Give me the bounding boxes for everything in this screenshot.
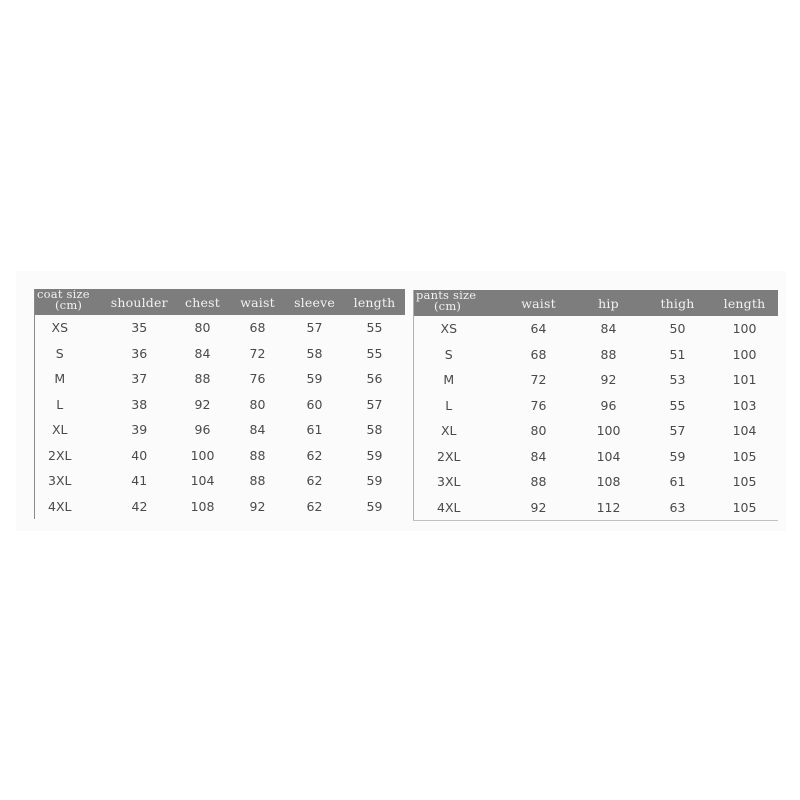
pants-header-hip: hip — [574, 290, 644, 316]
pants-value-cell: 103 — [732, 397, 757, 413]
pants-value-cell: 100 — [732, 321, 757, 337]
table-row — [414, 342, 778, 368]
pants-value-cell: 105 — [732, 474, 757, 490]
pants-value-cell: 88 — [530, 474, 547, 490]
pants-value-cell: 51 — [669, 346, 686, 362]
pants-value-cell: 53 — [669, 372, 686, 388]
coat-size-cell: 2XL — [48, 447, 72, 463]
pants-size-cell: 3XL — [437, 474, 461, 490]
coat-size-cell: XS — [51, 320, 68, 336]
pants-size-cell: XS — [440, 321, 457, 337]
coat-value-cell: 41 — [131, 473, 148, 489]
table-row — [35, 315, 405, 341]
coat-value-cell: 59 — [306, 371, 323, 387]
table-row — [414, 393, 778, 419]
coat-size-header-label: coat size — [37, 287, 90, 301]
pants-header-thigh: thigh — [644, 290, 712, 316]
pants-value-cell: 88 — [600, 346, 617, 362]
pants-value-cell: 105 — [712, 495, 778, 521]
coat-value-cell: 59 — [366, 473, 383, 489]
pants-value-cell: 50 — [669, 321, 686, 337]
pants-value-cell: 63 — [644, 495, 712, 521]
pants-value-cell: 80 — [530, 423, 547, 439]
table-row — [35, 341, 405, 367]
coat-value-cell: 62 — [306, 498, 323, 514]
pants-value-cell: 100 — [596, 423, 621, 439]
coat-value-cell: 55 — [366, 320, 383, 336]
pants-size-cell: 4XL — [414, 495, 504, 521]
coat-value-cell: 108 — [190, 498, 215, 514]
coat-value-cell: 59 — [366, 447, 383, 463]
pants-value-cell: 76 — [530, 397, 547, 413]
pants-header-length: length — [712, 290, 778, 316]
coat-size-cell: 4XL — [48, 498, 72, 514]
coat-size-cell: 3XL — [48, 473, 72, 489]
coat-value-cell: 88 — [249, 473, 266, 489]
coat-table-body — [35, 315, 405, 519]
coat-value-cell: 55 — [366, 345, 383, 361]
coat-header-shoulder: shoulder — [105, 289, 175, 315]
coat-value-cell: 92 — [249, 498, 266, 514]
table-row — [414, 469, 778, 495]
coat-value-cell: 57 — [366, 396, 383, 412]
coat-size-cell: L — [56, 396, 64, 412]
pants-size-header-label: pants size — [416, 288, 477, 302]
pants-value-cell: 92 — [504, 495, 574, 521]
coat-value-cell: 80 — [249, 396, 266, 412]
pants-size-header — [414, 290, 504, 316]
coat-value-cell: 92 — [194, 396, 211, 412]
coat-value-cell: 68 — [249, 320, 266, 336]
coat-header-row — [35, 289, 405, 315]
coat-value-cell: 39 — [131, 422, 148, 438]
coat-size-header-unit: (cm) — [55, 298, 83, 312]
table-row — [35, 366, 405, 392]
pants-size-cell: S — [444, 346, 453, 362]
coat-value-cell: 96 — [194, 422, 211, 438]
coat-value-cell: 76 — [249, 371, 266, 387]
table-row — [414, 418, 778, 444]
pants-value-cell: 84 — [530, 448, 547, 464]
pants-value-cell: 100 — [732, 346, 757, 362]
pants-table-body — [414, 316, 778, 521]
pants-size-cell: M — [443, 372, 455, 388]
pants-header-row — [414, 290, 778, 316]
coat-header-length: length — [345, 289, 405, 315]
pants-value-cell: 112 — [574, 495, 644, 521]
table-row — [35, 417, 405, 443]
coat-value-cell: 36 — [131, 345, 148, 361]
table-row — [414, 367, 778, 393]
coat-header-chest: chest — [175, 289, 231, 315]
table-row — [414, 444, 778, 470]
pants-size-cell: 2XL — [437, 448, 461, 464]
coat-value-cell: 84 — [249, 422, 266, 438]
pants-value-cell: 55 — [669, 397, 686, 413]
pants-size-table — [413, 290, 778, 521]
coat-value-cell: 42 — [131, 498, 148, 514]
coat-value-cell: 104 — [190, 473, 215, 489]
coat-size-table — [34, 289, 405, 519]
pants-size-header-unit: (cm) — [434, 299, 462, 313]
coat-value-cell: 61 — [306, 422, 323, 438]
pants-value-cell: 92 — [600, 372, 617, 388]
coat-value-cell: 62 — [306, 473, 323, 489]
coat-value-cell: 88 — [249, 447, 266, 463]
pants-size-cell: L — [445, 397, 453, 413]
pants-value-cell: 84 — [600, 321, 617, 337]
coat-header-sleeve: sleeve — [285, 289, 345, 315]
coat-value-cell: 37 — [131, 371, 148, 387]
table-row — [35, 468, 405, 494]
table-row — [35, 443, 405, 469]
pants-value-cell: 101 — [732, 372, 757, 388]
pants-value-cell: 59 — [669, 448, 686, 464]
coat-size-header — [35, 289, 105, 315]
pants-value-cell: 105 — [732, 448, 757, 464]
coat-value-cell: 72 — [249, 345, 266, 361]
coat-value-cell: 56 — [366, 371, 383, 387]
coat-value-cell: 80 — [194, 320, 211, 336]
pants-header-waist: waist — [504, 290, 574, 316]
table-row — [35, 494, 405, 520]
pants-size-cell: XL — [440, 423, 457, 439]
pants-value-cell: 104 — [732, 423, 757, 439]
coat-value-cell: 100 — [190, 447, 215, 463]
table-row — [414, 495, 778, 521]
pants-value-cell: 72 — [530, 372, 547, 388]
pants-value-cell: 96 — [600, 397, 617, 413]
coat-size-cell: XL — [51, 422, 68, 438]
coat-size-cell: S — [55, 345, 64, 361]
pants-value-cell: 108 — [596, 474, 621, 490]
coat-value-cell: 38 — [131, 396, 148, 412]
coat-value-cell: 84 — [194, 345, 211, 361]
coat-value-cell: 40 — [131, 447, 148, 463]
coat-value-cell: 62 — [306, 447, 323, 463]
pants-value-cell: 64 — [530, 321, 547, 337]
pants-value-cell: 61 — [669, 474, 686, 490]
table-row — [414, 316, 778, 342]
coat-value-cell: 58 — [306, 345, 323, 361]
coat-value-cell: 58 — [366, 422, 383, 438]
pants-value-cell: 68 — [530, 346, 547, 362]
coat-value-cell: 88 — [194, 371, 211, 387]
coat-header-waist: waist — [231, 289, 285, 315]
table-row — [35, 392, 405, 418]
coat-value-cell: 60 — [306, 396, 323, 412]
coat-value-cell: 59 — [366, 498, 383, 514]
pants-value-cell: 57 — [669, 423, 686, 439]
coat-value-cell: 35 — [131, 320, 148, 336]
coat-size-cell: M — [54, 371, 66, 387]
coat-value-cell: 57 — [306, 320, 323, 336]
pants-value-cell: 104 — [596, 448, 621, 464]
